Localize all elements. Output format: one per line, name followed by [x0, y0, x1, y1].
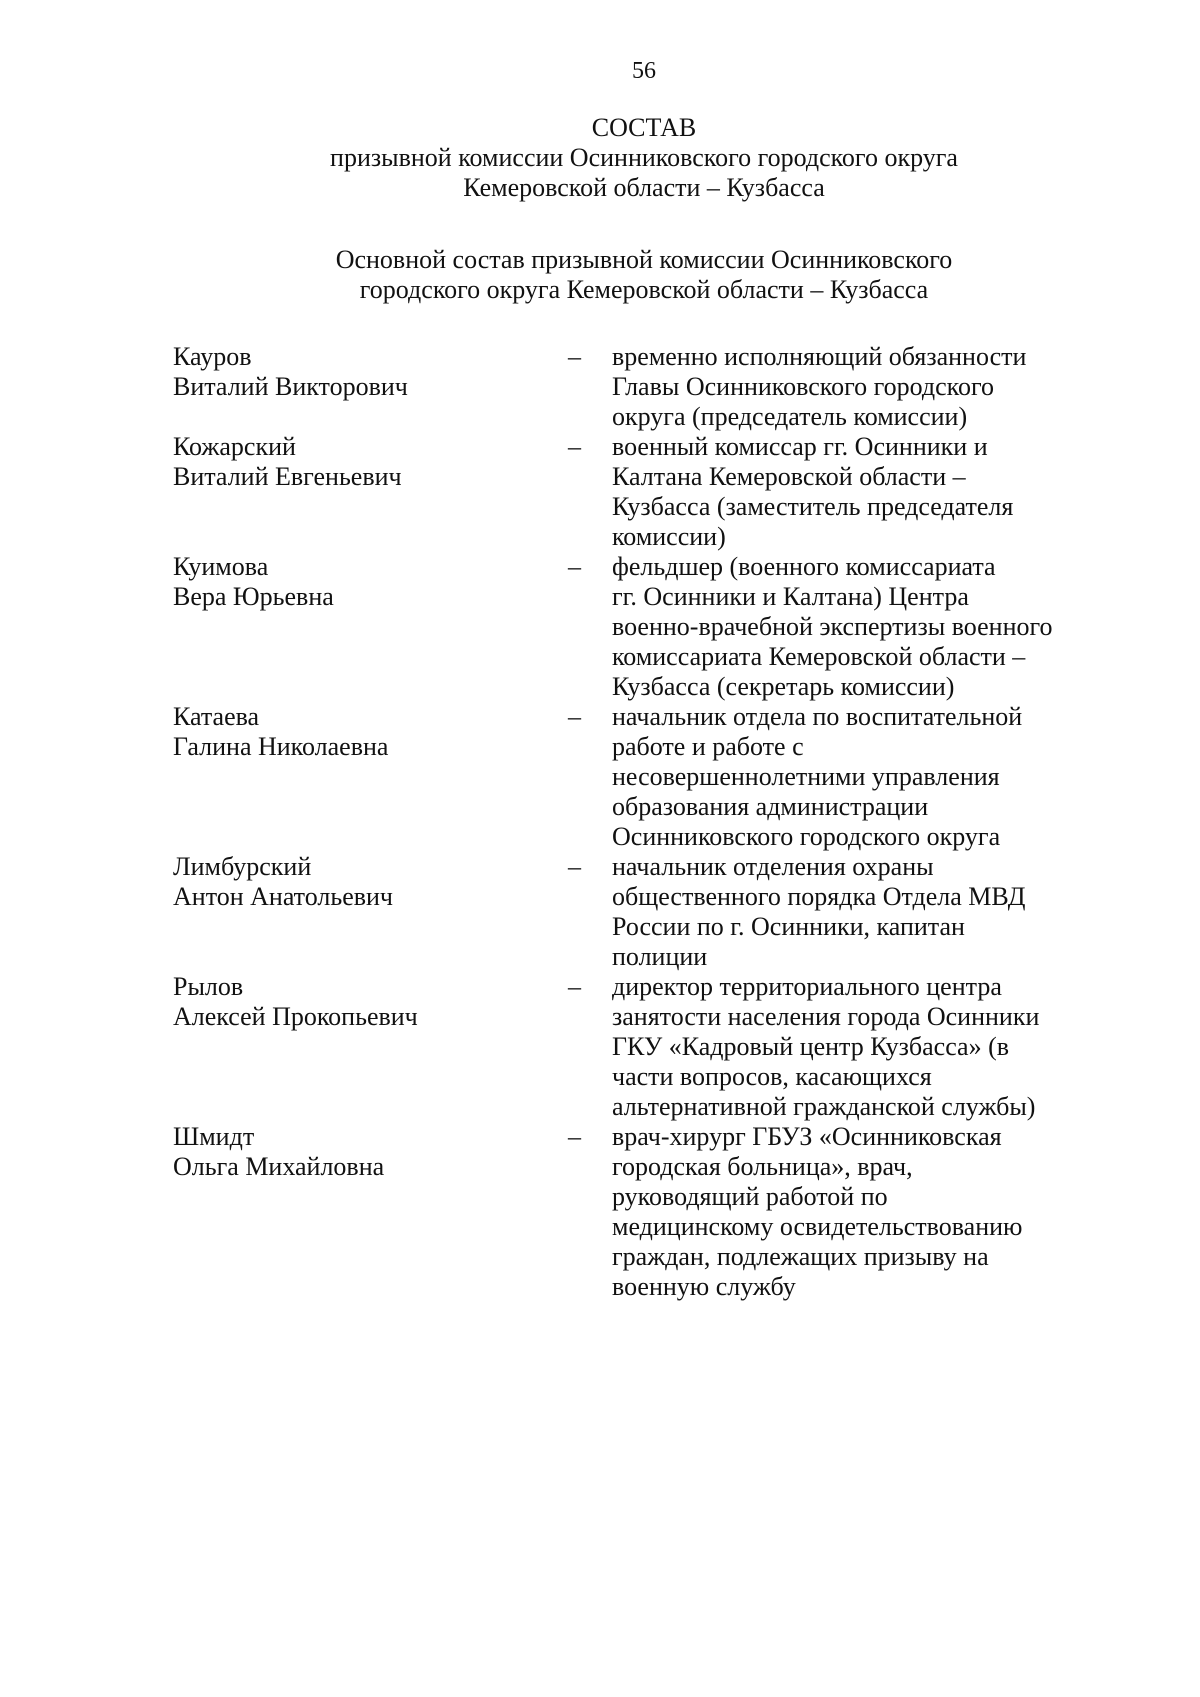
document-subtitle-line: призывной комиссии Осинниковского городского округа — [330, 143, 958, 172]
member-role: начальник отдела по воспитательной работе и работе с несовершеннолетними управления образования администрации Осинниковского городского округа — [612, 702, 1023, 851]
member-given-names: Ольга Михайловна — [173, 1152, 385, 1181]
member-dash: – — [568, 432, 581, 461]
member-dash: – — [568, 972, 581, 1001]
member-entry — [173, 342, 1133, 432]
member-dash: – — [568, 1122, 581, 1151]
member-name — [173, 702, 568, 852]
member-entry — [173, 972, 1133, 1122]
member-name — [173, 342, 568, 432]
member-entry — [173, 702, 1133, 852]
member-dash: – — [568, 342, 581, 371]
member-name — [173, 852, 568, 972]
member-given-names: Вера Юрьевна — [173, 582, 334, 611]
member-given-names: Виталий Евгеньевич — [173, 462, 402, 491]
member-surname: Рылов — [173, 972, 244, 1001]
member-surname: Куимова — [173, 552, 269, 581]
member-name — [173, 552, 568, 702]
member-entry — [173, 852, 1133, 972]
section-heading-line: городского округа Кемеровской области – Кузбасса — [359, 275, 929, 304]
member-given-names: Антон Анатольевич — [173, 882, 393, 911]
member-entry — [173, 552, 1133, 702]
member-dash: – — [568, 852, 581, 881]
member-given-names: Виталий Викторович — [173, 372, 408, 401]
document-heading — [0, 113, 1200, 203]
document-title: СОСТАВ — [591, 113, 697, 142]
member-role: временно исполняющий обязанности Главы Осинниковского городского округа (председатель комиссии) — [612, 342, 1027, 431]
member-dash: – — [568, 552, 581, 581]
member-surname: Кауров — [173, 342, 252, 371]
page-number: 56 — [632, 58, 656, 84]
member-surname: Кожарский — [173, 432, 296, 461]
member-role: фельдшер (военного комиссариата гг. Осинники и Калтана) Центра военно-врачебной экспертизы военного комиссариата Кемеровской области – Кузбасса (секретарь комиссии) — [612, 552, 1053, 701]
member-name — [173, 1122, 568, 1302]
member-entry — [173, 432, 1133, 552]
member-surname: Катаева — [173, 702, 260, 731]
member-role: начальник отделения охраны общественного порядка Отдела МВД России по г. Осинники, капитан полиции — [612, 852, 1026, 971]
member-name — [173, 432, 568, 552]
member-role: директор территориального центра занятости населения города Осинники ГКУ «Кадровый центр Кузбасса» (в части вопросов, касающихся альтернативной гражданской службы) — [612, 972, 1040, 1121]
member-role: врач-хирург ГБУЗ «Осинниковская городская больница», врач, руководящий работой по медицинскому освидетельствованию граждан, подлежащих призыву на военную службу — [612, 1122, 1023, 1301]
member-entry — [173, 1122, 1133, 1302]
member-role: военный комиссар гг. Осинники и Калтана Кемеровской области – Кузбасса (заместитель председателя комиссии) — [612, 432, 1014, 551]
member-name — [173, 972, 568, 1122]
section-heading — [0, 245, 1200, 305]
member-surname: Шмидт — [173, 1122, 255, 1151]
member-dash: – — [568, 702, 581, 731]
section-heading-line: Основной состав призывной комиссии Осинниковского — [335, 245, 953, 274]
member-given-names: Алексей Прокопьевич — [173, 1002, 418, 1031]
document-subtitle-line: Кемеровской области – Кузбасса — [463, 173, 825, 202]
member-surname: Лимбурский — [173, 852, 312, 881]
member-given-names: Галина Николаевна — [173, 732, 389, 761]
members-list — [173, 342, 1133, 1302]
